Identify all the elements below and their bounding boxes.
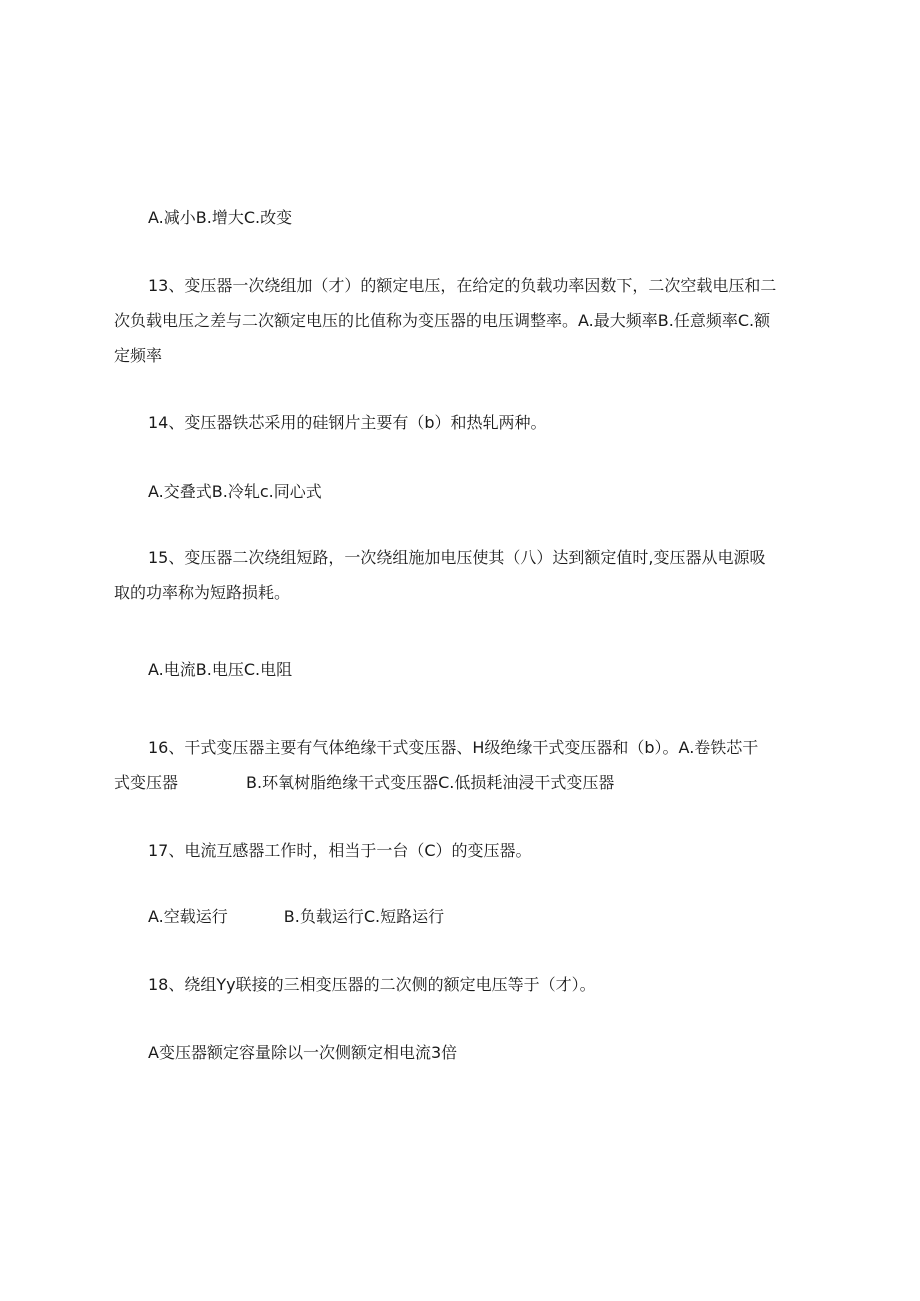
question-17 <box>148 833 532 868</box>
question-16-line-2-part-a: 式变压器 <box>114 773 179 792</box>
question-13-line-2: 次负载电压之差与二次额定电压的比值称为变压器的电压调整率。A.最大频率B.任意频率C.额 <box>114 311 771 330</box>
question-16-line-1: 16、干式变压器主要有气体绝缘干式变压器、H级绝缘干式变压器和（b）。A.卷铁芯干 <box>148 738 759 757</box>
question-18-text: 18、绕组Yy联接的三相变压器的二次侧的额定电压等于（才）。 <box>148 975 596 994</box>
question-15 <box>114 540 766 610</box>
options-q17 <box>148 899 444 934</box>
options-q17-part-a: A.空载运行 <box>148 907 228 926</box>
question-16-line-2 <box>114 765 758 800</box>
question-18 <box>148 967 596 1002</box>
question-16 <box>114 730 759 800</box>
options-q15-text: A.电流B.电压C.电阻 <box>148 660 293 679</box>
options-q14 <box>148 474 322 509</box>
options-q14-text: A.交叠式B.冷轧c.同心式 <box>148 482 322 501</box>
options-q15 <box>148 652 292 687</box>
options-q17-part-b: B.负载运行C.短路运行 <box>283 907 445 926</box>
question-15-line-1: 15、变压器二次绕组短路，一次绕组施加电压使其（八）达到额定值时,变压器从电源吸 <box>148 548 766 567</box>
question-13 <box>114 268 777 373</box>
options-q18-text: A变压器额定容量除以一次侧额定相电流3倍 <box>148 1043 458 1062</box>
question-13-line-1: 13、变压器一次绕组加（才）的额定电压，在给定的负载功率因数下，二次空载电压和二 <box>148 276 777 295</box>
question-16-line-2-part-b: B.环氧树脂绝缘干式变压器C.低损耗油浸干式变压器 <box>246 773 615 792</box>
options-q12 <box>148 200 292 235</box>
question-13-line-3: 定频率 <box>114 346 163 365</box>
question-17-text: 17、电流互感器工作时，相当于一台（C）的变压器。 <box>148 841 532 860</box>
question-14 <box>148 405 547 440</box>
question-15-line-2: 取的功率称为短路损耗。 <box>114 583 291 602</box>
options-q18 <box>148 1035 457 1070</box>
question-14-text: 14、变压器铁芯采用的硅钢片主要有（b）和热轧两种。 <box>148 413 547 432</box>
options-q12-text: A.减小B.增大C.改变 <box>148 208 293 227</box>
